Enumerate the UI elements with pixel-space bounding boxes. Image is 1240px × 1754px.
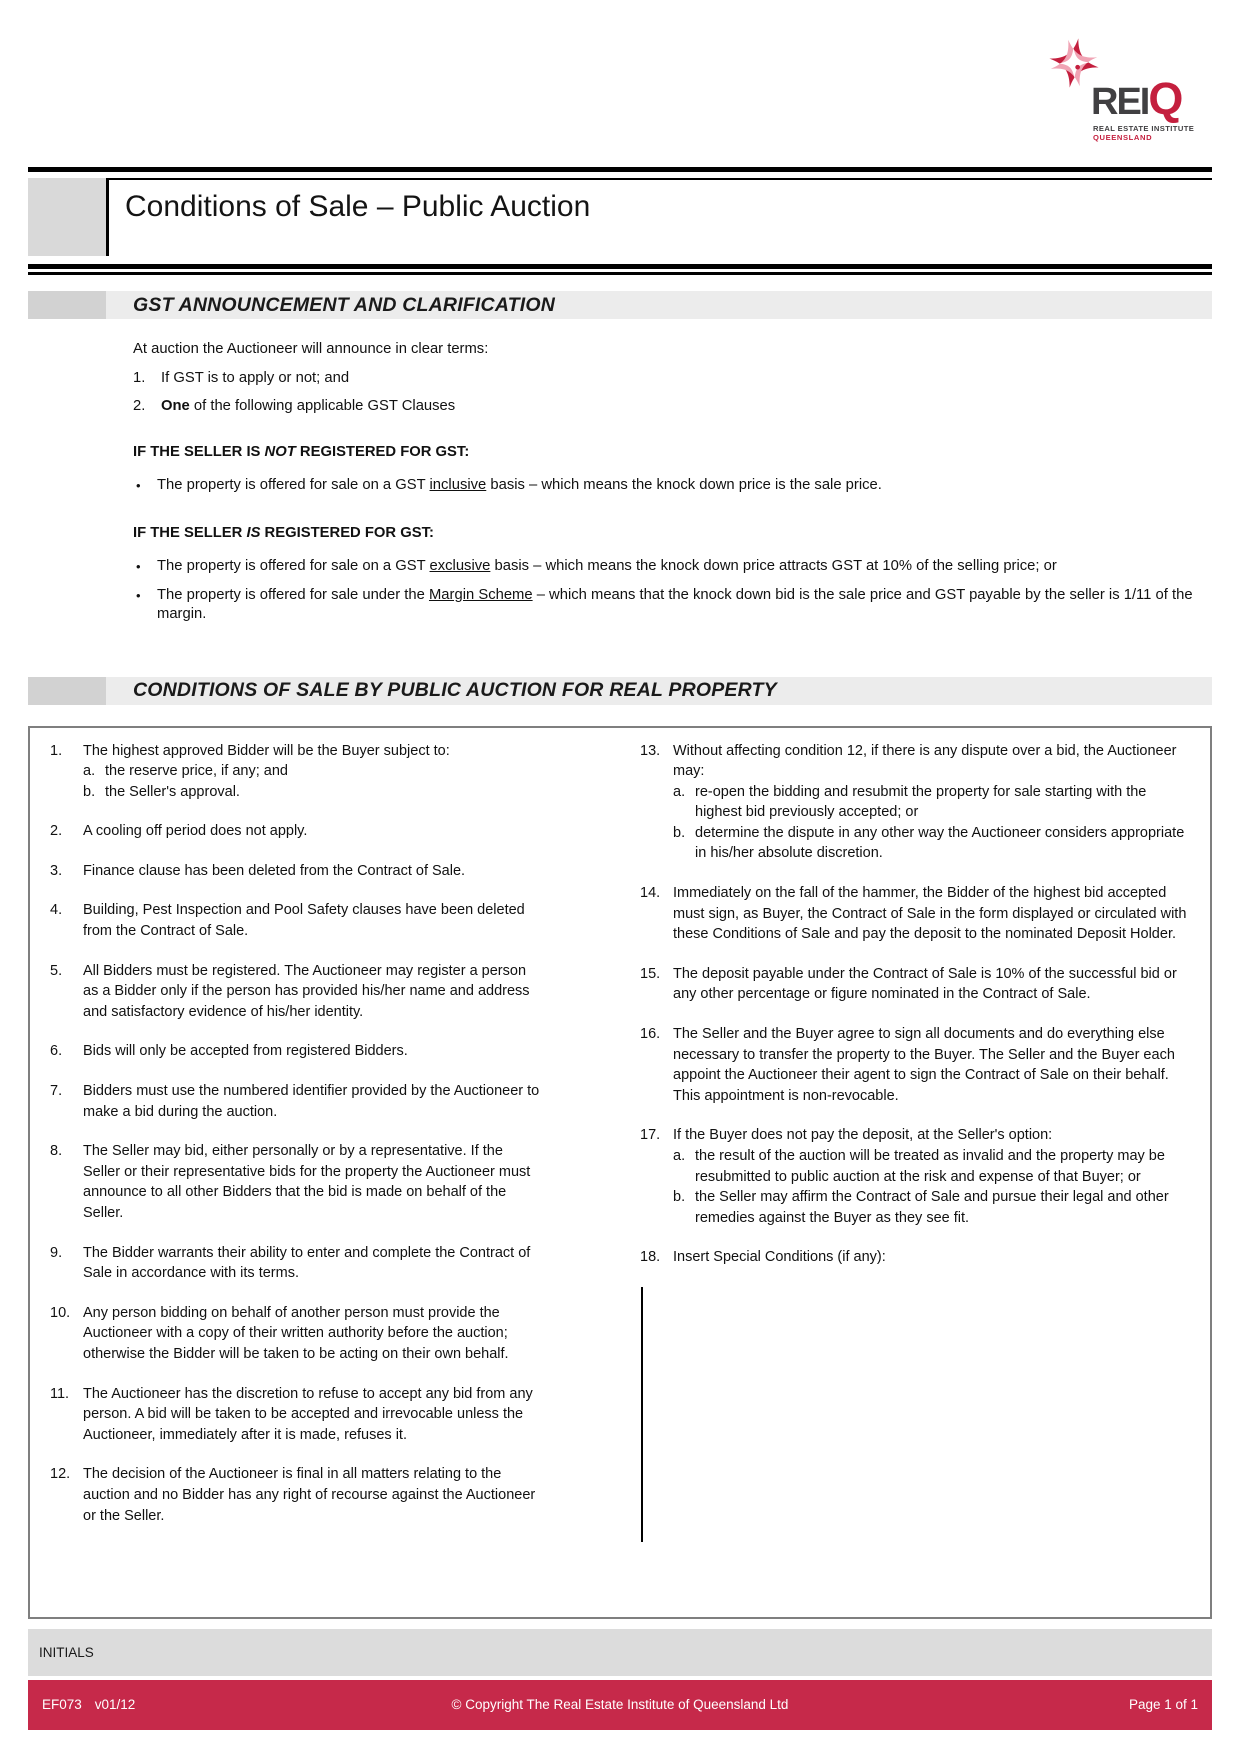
initials-label: INITIALS bbox=[39, 1644, 94, 1660]
double-rule-divider bbox=[28, 264, 1212, 275]
footer-form-code: EF073 bbox=[42, 1697, 82, 1712]
condition-item bbox=[50, 821, 543, 842]
logo-tagline-queensland: QUEENSLAND bbox=[1093, 133, 1153, 142]
subheading-text: REGISTERED FOR GST: bbox=[260, 524, 434, 541]
conditions-section-header bbox=[28, 677, 1212, 705]
condition-item bbox=[640, 1125, 1190, 1228]
conditions-header-accent-box bbox=[28, 677, 106, 705]
condition-subitem bbox=[83, 761, 543, 782]
logo-q: Q bbox=[1148, 73, 1182, 124]
condition-item bbox=[50, 1303, 543, 1365]
condition-subitem bbox=[673, 1146, 1190, 1187]
title-accent-box bbox=[28, 178, 106, 256]
condition-number: 2. bbox=[50, 823, 63, 840]
conditions-left-column bbox=[50, 741, 543, 1617]
gst-numbered-list bbox=[133, 369, 1212, 417]
condition-number: 10. bbox=[50, 1304, 71, 1321]
footer-bar bbox=[28, 1680, 1212, 1730]
logo-rei: REI bbox=[1091, 81, 1149, 123]
footer-left bbox=[42, 1697, 272, 1712]
condition-item bbox=[50, 1384, 543, 1446]
title-banner bbox=[28, 178, 1212, 256]
condition-item bbox=[50, 741, 543, 803]
condition-text: Immediately on the fall of the hammer, the Bidder of the highest bid accepted must sign, as Buyer, the Contract of Sale in the form displayed or circulated with these Conditions of Sale and pay the deposit to the nominated Deposit Holder. bbox=[673, 885, 1187, 943]
subheading-text: IF THE SELLER IS bbox=[133, 443, 265, 460]
condition-item bbox=[640, 1024, 1190, 1106]
subitem-label: a. bbox=[673, 1148, 686, 1164]
subitem-text: re-open the bidding and resubmit the property for sale starting with the highest bid previously accepted; or bbox=[695, 783, 1147, 821]
condition-number: 7. bbox=[50, 1083, 63, 1100]
condition-subitem bbox=[83, 782, 543, 803]
condition-number: 9. bbox=[50, 1244, 63, 1261]
subitem-label: a. bbox=[83, 763, 96, 780]
gst-section-header bbox=[28, 291, 1212, 319]
condition-number: 3. bbox=[50, 862, 63, 879]
conditions-right-list bbox=[640, 741, 1190, 1268]
subitem-text: the Seller may affirm the Contract of Sale and pursue their legal and other remedies against the Buyer as they see fit. bbox=[695, 1189, 1169, 1226]
subitem-text: determine the dispute in any other way the Auctioneer considers appropriate in his/her absolute discretion. bbox=[695, 824, 1185, 862]
subitem-label: a. bbox=[673, 783, 686, 800]
subitem-label: b. bbox=[673, 824, 686, 841]
footer-version: v01/12 bbox=[94, 1697, 136, 1712]
subitem-text: the result of the auction will be treated as invalid and the property may be resubmitted to public auction at the risk and expense of that Buyer; or bbox=[695, 1148, 1165, 1185]
initials-bar bbox=[28, 1629, 1212, 1676]
bullet-item bbox=[133, 586, 1212, 625]
condition-text: The Auctioneer has the discretion to refuse to accept any bid from any person. A bid will be taken to be accepted and irrevocable unless the Auctioneer, immediately after it is made, refuses it. bbox=[83, 1385, 533, 1443]
subheading-emphasis: NOT bbox=[264, 443, 296, 460]
condition-text: The Bidder warrants their ability to enter and complete the Contract of Sale in accordance with its terms. bbox=[83, 1244, 531, 1282]
condition-text: The deposit payable under the Contract of Sale is 10% of the successful bid or any other percentage or figure nominated in the Contract of Sale. bbox=[673, 965, 1177, 1003]
condition-text: Bids will only be accepted from registered Bidders. bbox=[83, 1043, 408, 1060]
conditions-box bbox=[28, 726, 1212, 1619]
condition-item bbox=[50, 961, 543, 1023]
condition-text: The Seller and the Buyer agree to sign all documents and do everything else necessary to transfer the property to the Buyer. The Seller and the Buyer each appoint the Auctioneer their agent to sign the Contract of Sale on their behalf. This appointment is non-revocable. bbox=[673, 1026, 1175, 1104]
condition-number: 16. bbox=[640, 1026, 661, 1043]
footer-copyright: © Copyright The Real Estate Institute of Queensland Ltd bbox=[451, 1697, 789, 1712]
bullet-dot: • bbox=[136, 587, 141, 603]
condition-text: Bidders must use the numbered identifier provided by the Auctioneer to make a bid during the auction. bbox=[83, 1083, 540, 1120]
condition-item bbox=[640, 1247, 1190, 1268]
subheading-text: REGISTERED FOR GST: bbox=[295, 443, 470, 460]
gst-numbered-item bbox=[133, 397, 1212, 417]
condition-number: 8. bbox=[50, 1143, 63, 1160]
bullet-dot: • bbox=[136, 478, 141, 493]
condition-text: A cooling off period does not apply. bbox=[83, 823, 308, 840]
condition-text: Building, Pest Inspection and Pool Safety clauses have been deleted from the Contract of Sale. bbox=[83, 902, 525, 940]
condition-item bbox=[50, 1041, 543, 1062]
condition-number: 18. bbox=[640, 1249, 661, 1266]
condition-subitem bbox=[673, 823, 1190, 864]
condition-number: 1. bbox=[50, 742, 63, 759]
condition-item bbox=[50, 1464, 543, 1526]
condition-item bbox=[640, 883, 1190, 945]
gst-section-body bbox=[28, 340, 1212, 625]
condition-number: 15. bbox=[640, 965, 661, 982]
gst-subheading-registered bbox=[133, 524, 1212, 544]
bullet-text: The property is offered for sale under the Margin Scheme – which means that the knock down bid is the sale price and GST payable by the seller is 1/11 of the margin. bbox=[157, 586, 1193, 622]
condition-text: Finance clause has been deleted from the Contract of Sale. bbox=[83, 862, 466, 879]
condition-subitem bbox=[673, 1187, 1190, 1228]
condition-text: The decision of the Auctioneer is final in all matters relating to the auction and no Bidder has any right of recourse against the Auctioneer or the Seller. bbox=[83, 1466, 536, 1524]
bullet-text: The property is offered for sale on a GST exclusive basis – which means the knock down price attracts GST at 10% of the selling price; or bbox=[157, 558, 1057, 574]
subheading-emphasis: IS bbox=[246, 524, 261, 541]
condition-text: Insert Special Conditions (if any): bbox=[673, 1249, 886, 1266]
condition-item bbox=[50, 861, 543, 882]
top-rule bbox=[28, 167, 1212, 172]
condition-text: Any person bidding on behalf of another person must provide the Auctioneer with a copy of their written authority before the auction; otherwise the Bidder will be taken to be acting on their own behalf. bbox=[83, 1304, 509, 1362]
condition-item bbox=[50, 900, 543, 941]
condition-number: 14. bbox=[640, 885, 661, 902]
condition-number: 13. bbox=[640, 742, 661, 759]
subitem-label: b. bbox=[673, 1189, 686, 1206]
condition-item bbox=[640, 741, 1190, 865]
subheading-text: IF THE SELLER bbox=[133, 524, 247, 541]
item-number: 1. bbox=[133, 369, 146, 386]
condition-number: 6. bbox=[50, 1043, 63, 1060]
conditions-header-title: CONDITIONS OF SALE BY PUBLIC AUCTION FOR REAL PROPERTY bbox=[106, 677, 1212, 705]
condition-item bbox=[640, 964, 1190, 1005]
condition-text: The Seller may bid, either personally or by a representative. If the Seller or their representative bids for the property the Auctioneer must announce to all other Bidders that the bid is made on behalf of the Seller. bbox=[83, 1143, 531, 1221]
condition-number: 11. bbox=[50, 1385, 70, 1402]
item-number: 2. bbox=[133, 398, 146, 414]
page-title: Conditions of Sale – Public Auction bbox=[125, 190, 591, 223]
subitem-label: b. bbox=[83, 783, 96, 800]
logo-tagline-institute: REAL ESTATE INSTITUTE bbox=[1093, 124, 1195, 133]
condition-number: 12. bbox=[50, 1466, 71, 1483]
page-content bbox=[28, 0, 1212, 1730]
condition-item bbox=[50, 1141, 543, 1223]
subitem-text: the reserve price, if any; and bbox=[105, 763, 288, 780]
conditions-right-column bbox=[640, 741, 1190, 1617]
gst-numbered-item bbox=[133, 369, 1212, 389]
special-conditions-box bbox=[641, 1287, 1149, 1542]
bullet-dot: • bbox=[136, 559, 141, 574]
condition-item bbox=[50, 1081, 543, 1122]
bullet-text: The property is offered for sale on a GST inclusive basis – which means the knock down price is the sale price. bbox=[157, 477, 882, 493]
footer-page-number: Page 1 of 1 bbox=[1128, 1697, 1198, 1712]
subitem-text: the Seller's approval. bbox=[105, 783, 240, 800]
gst-subheading-not-registered bbox=[133, 443, 1212, 463]
condition-number: 17. bbox=[640, 1127, 661, 1144]
condition-text: Without affecting condition 12, if there is any dispute over a bid, the Auctioneer may: a. re-open the bidding and resubmit the property for sale starting with the highest bid previously accepted; or b. determine the dispute in any other way the Auctioneer considers appropriate in his/her absolute discretion. bbox=[673, 741, 1190, 865]
item-text: If GST is to apply or not; and bbox=[161, 369, 350, 386]
bullet-item bbox=[133, 476, 1212, 496]
condition-subitem bbox=[673, 782, 1190, 823]
gst-bullets-registered bbox=[133, 557, 1212, 625]
gst-bullets-not-registered bbox=[133, 476, 1212, 496]
gst-intro: At auction the Auctioneer will announce in clear terms: bbox=[133, 341, 489, 357]
bullet-item bbox=[133, 557, 1212, 577]
condition-text: The highest approved Bidder will be the Buyer subject to: a. the reserve price, if any; and b. the Seller's approval. bbox=[83, 741, 543, 803]
condition-text: If the Buyer does not pay the deposit, at the Seller's option: a. the result of the auction will be treated as invalid and the property may be resubmitted to public auction at the risk and expense of that Buyer; or b. the Seller may affirm the Contract of Sale and pursue their legal and other remedies against the Buyer as they see fit. bbox=[673, 1125, 1190, 1228]
logo-wordmark bbox=[1091, 73, 1182, 124]
reiq-logo bbox=[1045, 36, 1215, 146]
gst-header-accent-box bbox=[28, 291, 106, 319]
gst-header-title: GST ANNOUNCEMENT AND CLARIFICATION bbox=[106, 291, 1212, 319]
item-text: One of the following applicable GST Clauses bbox=[161, 398, 456, 414]
condition-text: All Bidders must be registered. The Auctioneer may register a person as a Bidder only if the person has provided his/her name and address and satisfactory evidence of his/her identity. bbox=[83, 962, 530, 1020]
condition-item bbox=[50, 1243, 543, 1284]
condition-number: 4. bbox=[50, 902, 63, 919]
condition-number: 5. bbox=[50, 962, 63, 979]
title-cell bbox=[106, 178, 1212, 256]
